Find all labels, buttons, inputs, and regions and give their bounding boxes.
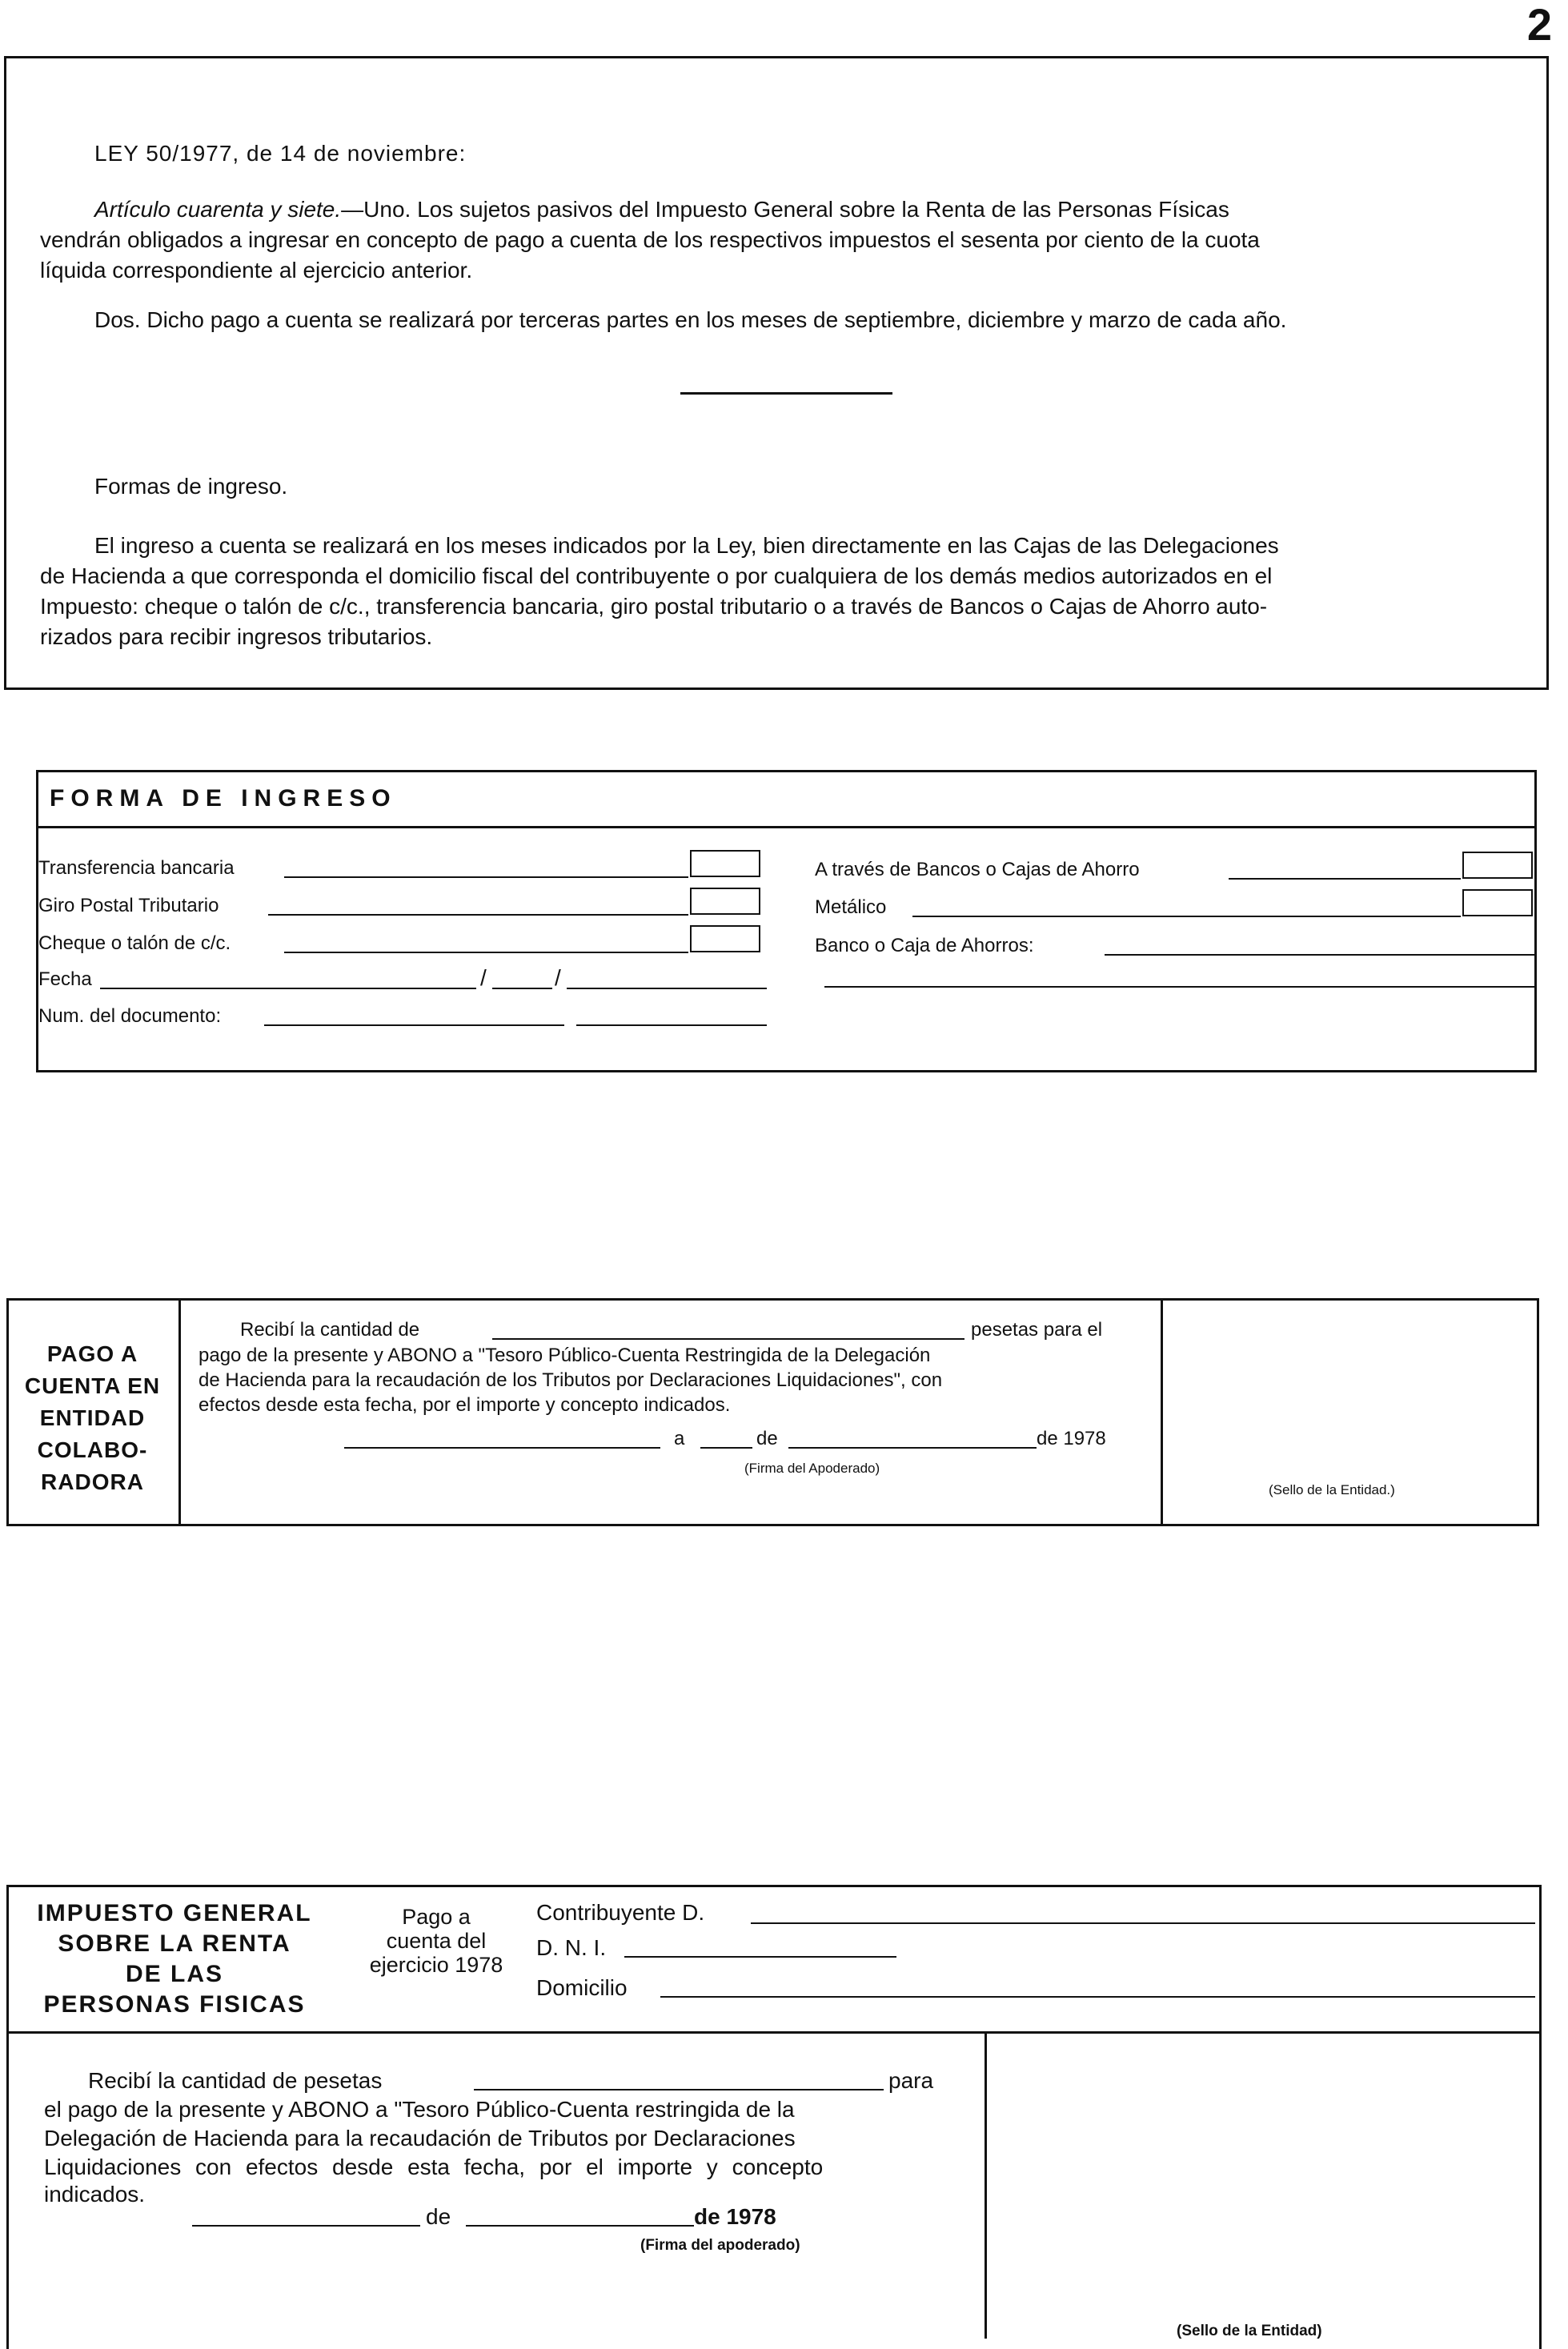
pago-entidad-line1b: pesetas para el <box>971 1319 1103 1341</box>
impuesto-body-divider <box>985 2031 987 2339</box>
transferencia-checkbox[interactable] <box>690 850 760 877</box>
law-article-dos: Dos. Dicho pago a cuenta se realizará por terceras partes en los meses de septiembre, diciembre y marzo de cada año. <box>94 307 1287 332</box>
impuesto-title-line: PERSONAS FISICAS <box>43 1991 306 2018</box>
impuesto-amount-line[interactable] <box>474 2089 884 2090</box>
impuesto-title-line: SOBRE LA RENTA <box>58 1930 291 1957</box>
impuesto-recibi1a: Recibí la cantidad de pesetas <box>88 2068 383 2093</box>
article-text: —Uno. Los sujetos pasivos del Impuesto General sobre la Renta de las Personas Físicas <box>341 197 1229 222</box>
pago-entidad-firma: (Firma del Apoderado) <box>744 1461 880 1476</box>
cheque-label: Cheque o talón de c/c. <box>38 932 231 954</box>
impuesto-month-line[interactable] <box>466 2225 694 2227</box>
pago-entidad-de: de <box>756 1428 778 1449</box>
formas-line2: de Hacienda a que corresponda el domicilio fiscal del contribuyente o por cualquiera de los demás medios autorizados en el <box>40 563 1273 588</box>
forma-ingreso-title-rule <box>36 826 1537 828</box>
pago-entidad-day-line[interactable] <box>700 1447 752 1449</box>
impuesto-recibi4: Liquidaciones con efectos desde esta fecha, por el importe y concepto <box>44 2155 824 2179</box>
law-article-line3: líquida correspondiente al ejercicio anterior. <box>40 258 473 283</box>
pago-entidad-line3: de Hacienda para la recaudación de los Tributos por Declaraciones Liquidaciones", con <box>199 1369 943 1391</box>
num-doc-line[interactable] <box>264 1024 564 1026</box>
pago-entidad-line4: efectos desde esta fecha, por el importe y concepto indicados. <box>199 1394 731 1416</box>
pago-entidad-amount-line[interactable] <box>492 1338 964 1340</box>
impuesto-recibi1b: para <box>888 2068 934 2093</box>
fecha-year-line[interactable] <box>567 988 767 989</box>
pago-entidad-label-line: COLABO- <box>37 1437 148 1462</box>
impuesto-recibi2: el pago de la presente y ABONO a "Tesoro Público-Cuenta restringida de la <box>44 2097 795 2122</box>
dni-label: D. N. I. <box>536 1935 607 1960</box>
cheque-checkbox[interactable] <box>690 925 760 952</box>
pago-entidad-label-line: RADORA <box>41 1469 144 1494</box>
fecha-slash-2: / <box>555 965 561 990</box>
pago-entidad-place-line[interactable] <box>344 1447 660 1449</box>
cheque-line <box>284 952 688 953</box>
pago-entidad-divider-right <box>1161 1298 1163 1526</box>
transferencia-label: Transferencia bancaria <box>38 857 235 879</box>
pago-entidad-line2: pago de la presente y ABONO a "Tesoro Público-Cuenta Restringida de la Delegación <box>199 1345 931 1366</box>
formas-line3: Impuesto: cheque o talón de c/c., transferencia bancaria, giro postal tributario o a través de Bancos o Cajas de Ahorro auto- <box>40 594 1268 619</box>
forma-ingreso-box <box>36 770 1537 1072</box>
impuesto-sello: (Sello de la Entidad) <box>1177 2323 1322 2339</box>
metalico-label: Metálico <box>815 896 887 918</box>
formas-line1: El ingreso a cuenta se realizará en los meses indicados por la Ley, bien directamente en las Cajas de las Delegaciones <box>94 533 1279 558</box>
pago-entidad-divider-left <box>178 1298 181 1526</box>
impuesto-recibi5: indicados. <box>44 2182 146 2207</box>
giro-label: Giro Postal Tributario <box>38 895 219 916</box>
law-article-line2: vendrán obligados a ingresar en concepto de pago a cuenta de los respectivos impuestos el sesenta por ciento de la cuota <box>40 227 1260 252</box>
num-doc-line-2[interactable] <box>576 1024 767 1026</box>
metalico-checkbox[interactable] <box>1462 889 1533 916</box>
pago-entidad-label-line: CUENTA EN <box>24 1373 161 1398</box>
formas-line4: rizados para recibir ingresos tributarios. <box>40 624 433 649</box>
banco-caja-line[interactable] <box>1105 954 1537 956</box>
article-title: Artículo cuarenta y siete. <box>94 197 342 222</box>
impuesto-pago-line: cuenta del <box>386 1929 487 1953</box>
pago-entidad-label-line: PAGO A <box>46 1341 138 1366</box>
impuesto-recibi3: Delegación de Hacienda para la recaudación de Tributos por Declaraciones <box>44 2126 796 2151</box>
forma-ingreso-title: FORMA DE INGRESO <box>50 785 397 812</box>
impuesto-pago-label <box>340 1905 532 1977</box>
fecha-slash-1: / <box>480 965 487 990</box>
impuesto-pago-line: ejercicio 1978 <box>369 1953 503 1977</box>
impuesto-firma: (Firma del apoderado) <box>640 2237 800 2254</box>
fecha-month-line[interactable] <box>492 988 552 989</box>
domicilio-label: Domicilio <box>536 1975 628 2000</box>
impuesto-title-line: IMPUESTO GENERAL <box>37 1900 312 1926</box>
impuesto-pago-line: Pago a <box>402 1905 471 1929</box>
fecha-label: Fecha <box>38 968 92 990</box>
pago-entidad-year: de 1978 <box>1037 1428 1106 1449</box>
impuesto-de: de <box>426 2204 451 2229</box>
bancos-line <box>1229 878 1461 880</box>
pago-entidad-month-line[interactable] <box>788 1447 1037 1449</box>
contribuyente-line[interactable] <box>751 1922 1535 1924</box>
num-doc-label: Num. del documento: <box>38 1005 222 1027</box>
page-number: 2 <box>1526 0 1552 50</box>
transferencia-line <box>284 876 688 878</box>
formas-title: Formas de ingreso. <box>94 474 288 499</box>
giro-line <box>268 914 688 916</box>
bancos-checkbox[interactable] <box>1462 852 1533 879</box>
dni-line[interactable] <box>624 1956 896 1958</box>
contribuyente-label: Contribuyente D. <box>536 1900 705 1925</box>
law-heading: LEY 50/1977, de 14 de noviembre: <box>94 141 467 166</box>
law-divider <box>680 392 892 395</box>
bancos-label: A través de Bancos o Cajas de Ahorro <box>815 859 1140 880</box>
impuesto-title <box>6 1898 343 2020</box>
impuesto-place-line[interactable] <box>192 2225 420 2227</box>
fecha-day-line[interactable] <box>100 988 476 989</box>
impuesto-title-line: DE LAS <box>125 1961 223 1987</box>
pago-entidad-label <box>6 1338 178 1498</box>
pago-entidad-sello: (Sello de la Entidad.) <box>1269 1482 1395 1497</box>
domicilio-line[interactable] <box>660 1996 1535 1998</box>
banco-caja-label: Banco o Caja de Ahorros: <box>815 935 1034 956</box>
banco-caja-line-2[interactable] <box>824 986 1537 988</box>
law-article-line1 <box>94 198 1229 221</box>
impuesto-year: de 1978 <box>694 2204 776 2229</box>
pago-entidad-line1a: Recibí la cantidad de <box>240 1319 420 1341</box>
impuesto-header-rule <box>6 2031 1542 2034</box>
pago-entidad-label-line: ENTIDAD <box>39 1405 146 1430</box>
pago-entidad-a: a <box>674 1428 685 1449</box>
giro-checkbox[interactable] <box>690 888 760 915</box>
metalico-line <box>912 916 1461 917</box>
